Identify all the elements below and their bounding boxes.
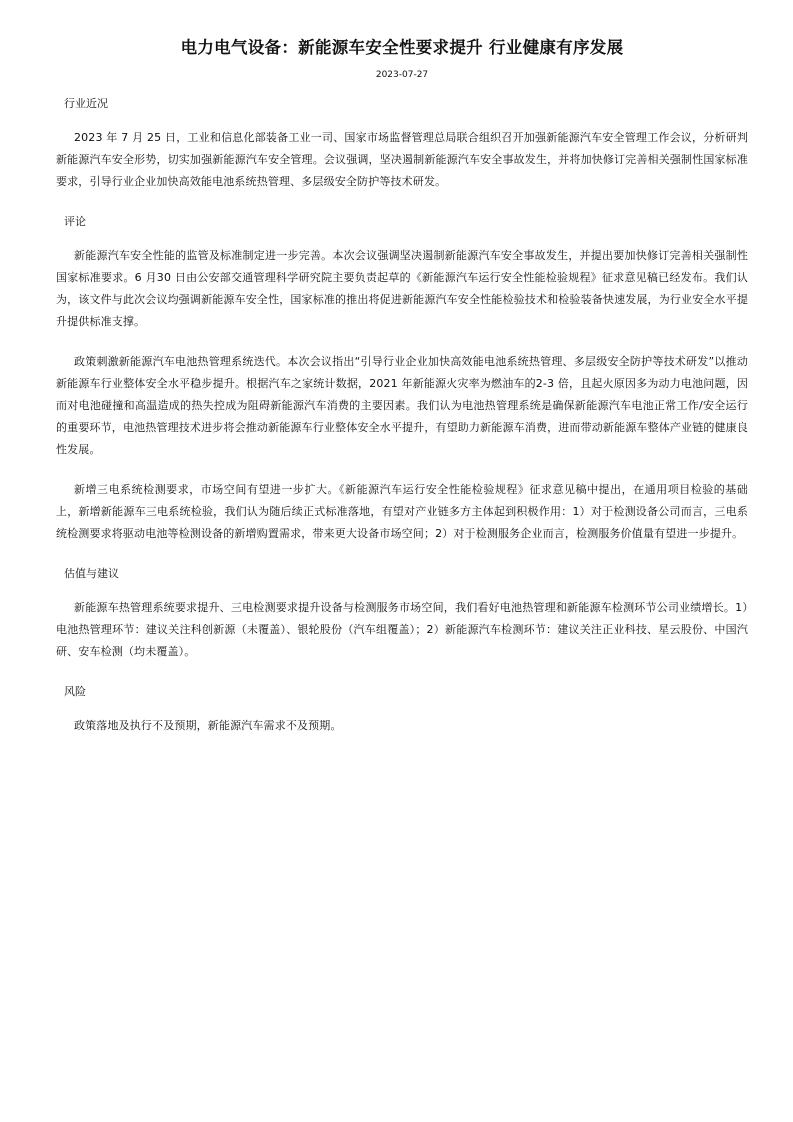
section-heading-valuation: 估值与建议 xyxy=(64,567,119,580)
section-heading-comment: 评论 xyxy=(64,215,86,228)
document-title: 电力电气设备：新能源车安全性要求提升 行业健康有序发展 xyxy=(180,38,624,57)
paragraph-industry-status: 2023 年 7 月 25 日，工业和信息化部装备工业一司、国家市场监督管理总局联合组织召开加强新能源汽车安全管理工作会议，分析研判新能源汽车安全形势，切实加强新能源汽车安全管理。会议强调，坚决遏制新能源汽车安全事故发生，并将加快修订完善相关强制性国家标准要求，引导行业企业加快高效能电池系统热管理、多层级安全防护等技术研发。 xyxy=(56,131,748,188)
paragraph-valuation: 新能源车热管理系统要求提升、三电检测要求提升设备与检测服务市场空间，我们看好电池热管理和新能源车检测环节公司业绩增长。1）电池热管理环节：建议关注科创新源（未覆盖）、银轮股份（汽车组覆盖）；2）新能源汽车检测环节：建议关注正业科技、星云股份、中国汽研、安车检测（均未覆盖）。 xyxy=(56,601,748,658)
paragraph-comment-testing: 新增三电系统检测要求，市场空间有望进一步扩大。《新能源汽车运行安全性能检验规程》征求意见稿中提出，在通用项目检验的基础上，新增新能源车三电系统检验，我们认为随后续正式标准落地，有望对产业链多方主体起到积极作用：1）对于检测设备公司而言，三电系统检测要求将驱动电池等检测设备的新增购置需求，带来更大设备市场空间；2）对于检测服务企业而言，检测服务价值量有望进一步提升。 xyxy=(56,483,748,540)
paragraph-comment-standards: 新能源汽车安全性能的监管及标准制定进一步完善。本次会议强调坚决遏制新能源汽车安全事故发生，并提出要加快修订完善相关强制性国家标准要求。6 月30 日由公安部交通管理科学研究院主要负责起草的《新能源汽车运行安全性能检验规程》征求意见稿已经发布。我们认为，该文件与此次会议均强调新能源车安全性，国家标准的推出将促进新能源汽车安全性能检验技术和检验装备快速发展，为行业安全水平提升提供标准支撑。 xyxy=(56,249,748,328)
paragraph-comment-thermal: 政策刺激新能源汽车电池热管理系统迭代。本次会议指出“引导行业企业加快高效能电池系统热管理、多层级安全防护等技术研发”以推动新能源车行业整体安全水平稳步提升。根据汽车之家统计数据，2021 年新能源火灾率为燃油车的2-3 倍，且起火原因多为动力电池问题，因而对电池碰撞和高温造成的热失控成为阻碍新能源汽车消费的主要因素。我们认为电池热管理系统是确保新能源汽车电池正常工作/安全运行的重要环节，电池热管理技术进步将会推动新能源车行业整体安全水平提升，有望助力新能源车消费，进而带动新能源车整体产业链的健康良性发展。 xyxy=(56,355,748,456)
document-date: 2023-07-27 xyxy=(375,70,429,80)
section-heading-industry-status: 行业近况 xyxy=(64,97,108,110)
paragraph-risk: 政策落地及执行不及预期，新能源汽车需求不及预期。 xyxy=(74,719,342,732)
section-heading-risk: 风险 xyxy=(64,685,86,698)
document-page xyxy=(56,36,748,737)
